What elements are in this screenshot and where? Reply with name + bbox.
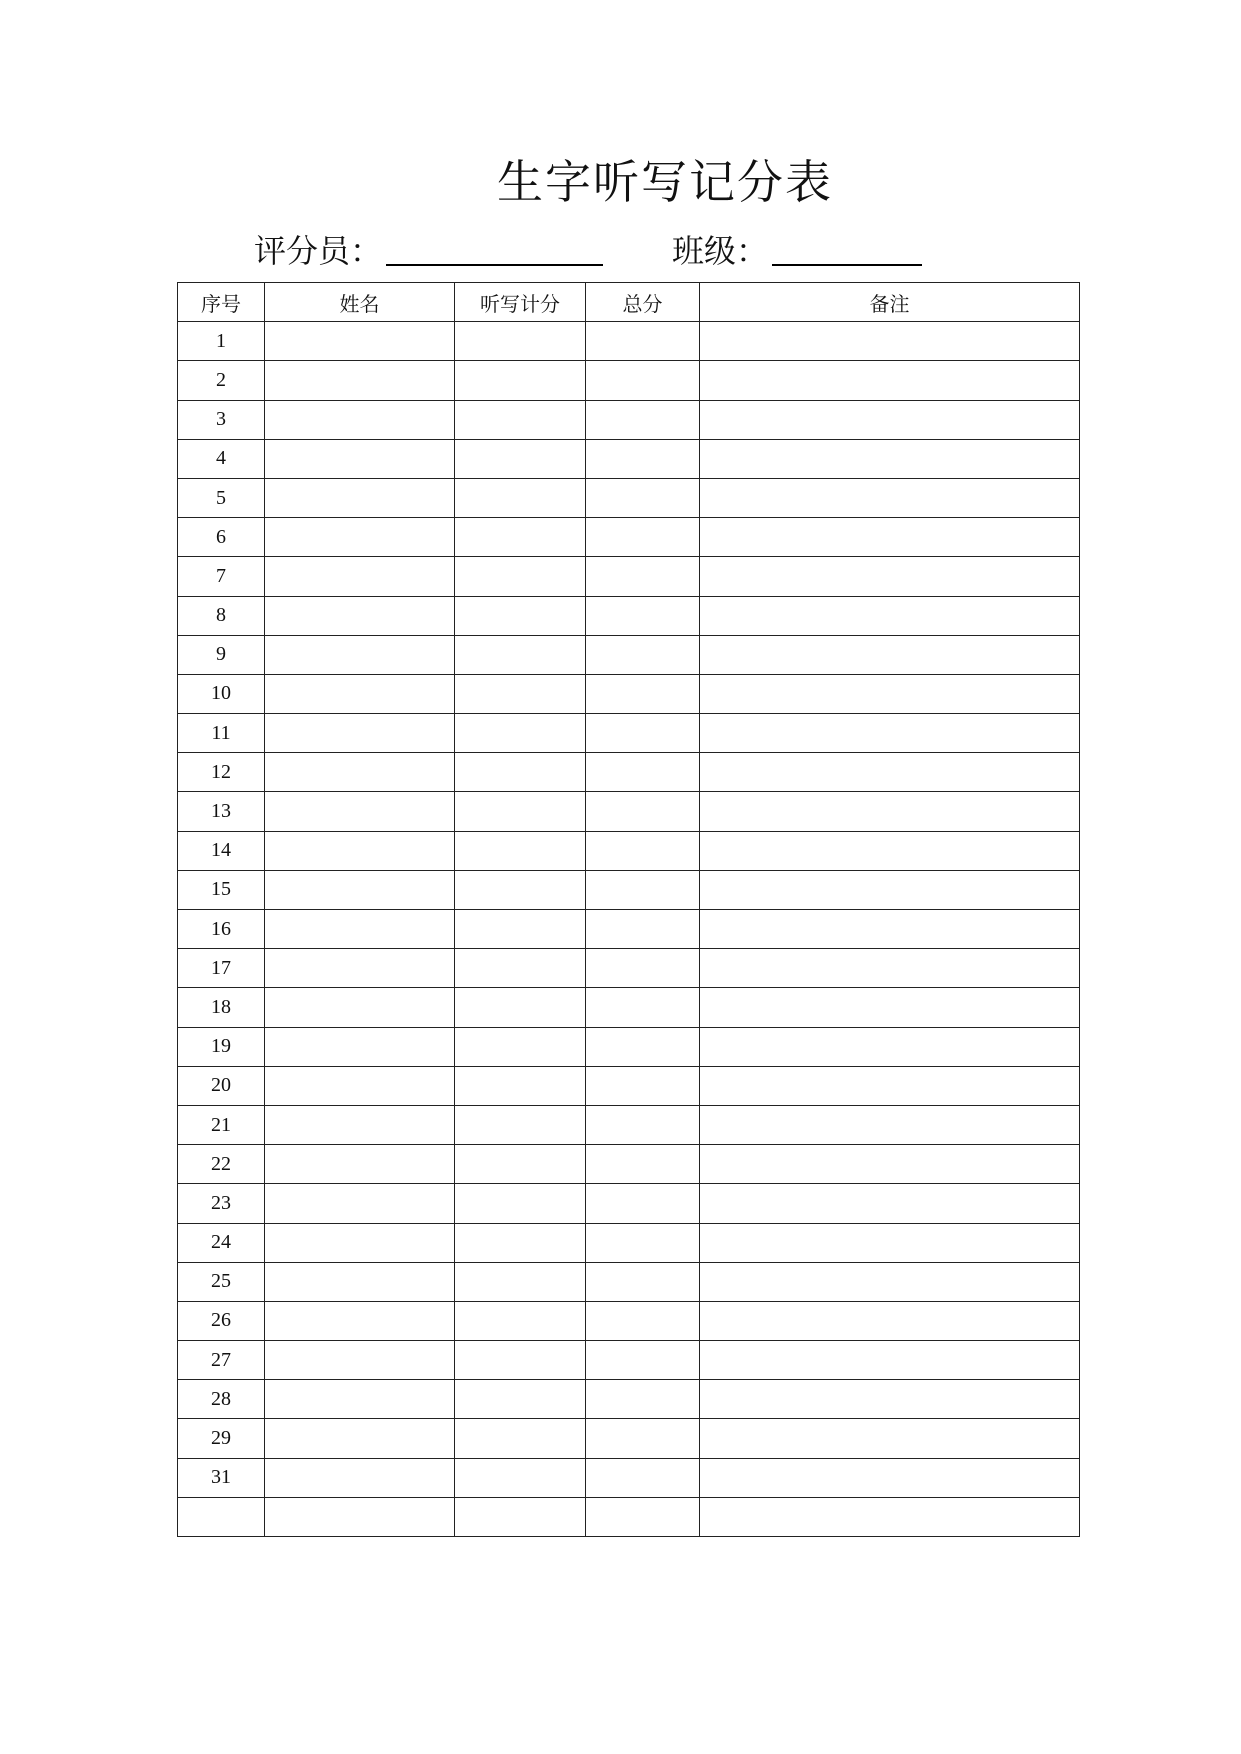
seq-cell: 18	[178, 988, 265, 1027]
name-cell[interactable]	[265, 753, 455, 792]
table-row	[178, 635, 1080, 674]
table-row	[178, 1262, 1080, 1301]
remarks-cell[interactable]	[700, 831, 1080, 870]
seq-cell: 17	[178, 949, 265, 988]
total-score-cell[interactable]	[586, 949, 700, 988]
name-cell[interactable]	[265, 1223, 455, 1262]
dictation-score-cell[interactable]	[455, 478, 586, 517]
table-row	[178, 792, 1080, 831]
table-row	[178, 400, 1080, 439]
dictation-score-cell[interactable]	[455, 1184, 586, 1223]
remarks-cell[interactable]	[700, 400, 1080, 439]
name-cell[interactable]	[265, 557, 455, 596]
seq-cell: 28	[178, 1380, 265, 1419]
name-cell[interactable]	[265, 518, 455, 557]
name-cell[interactable]	[265, 596, 455, 635]
total-score-cell[interactable]	[586, 439, 700, 478]
table-row	[178, 753, 1080, 792]
remarks-cell[interactable]	[700, 949, 1080, 988]
total-score-cell[interactable]	[586, 792, 700, 831]
name-cell[interactable]	[265, 1262, 455, 1301]
table-row	[178, 1419, 1080, 1458]
grader-field	[254, 226, 614, 276]
remarks-cell[interactable]	[700, 439, 1080, 478]
seq-cell: 26	[178, 1301, 265, 1340]
total-score-cell[interactable]	[586, 1262, 700, 1301]
name-cell[interactable]	[265, 910, 455, 949]
dictation-score-cell[interactable]	[455, 322, 586, 361]
seq-cell	[178, 1497, 265, 1536]
header-remarks: 备注	[700, 283, 1080, 322]
name-cell[interactable]	[265, 1184, 455, 1223]
seq-cell: 25	[178, 1262, 265, 1301]
total-score-cell[interactable]	[586, 557, 700, 596]
seq-cell: 9	[178, 635, 265, 674]
dictation-score-cell[interactable]	[455, 1027, 586, 1066]
table-row	[178, 1341, 1080, 1380]
seq-cell: 11	[178, 714, 265, 753]
table-row	[178, 557, 1080, 596]
table-row	[178, 1105, 1080, 1144]
name-cell[interactable]	[265, 1341, 455, 1380]
total-score-cell[interactable]	[586, 1497, 700, 1536]
header-name: 姓名	[265, 283, 455, 322]
dictation-score-cell[interactable]	[455, 1105, 586, 1144]
name-cell[interactable]	[265, 1419, 455, 1458]
total-score-cell[interactable]	[586, 635, 700, 674]
total-score-cell[interactable]	[586, 753, 700, 792]
remarks-cell[interactable]	[700, 1419, 1080, 1458]
remarks-cell[interactable]	[700, 1301, 1080, 1340]
table-row	[178, 949, 1080, 988]
dictation-score-cell[interactable]	[455, 1301, 586, 1340]
table-row	[178, 1458, 1080, 1497]
name-cell[interactable]	[265, 1027, 455, 1066]
seq-cell: 29	[178, 1419, 265, 1458]
remarks-cell[interactable]	[700, 1458, 1080, 1497]
name-cell[interactable]	[265, 361, 455, 400]
seq-cell: 20	[178, 1066, 265, 1105]
total-score-cell[interactable]	[586, 1027, 700, 1066]
remarks-cell[interactable]	[700, 557, 1080, 596]
table-body	[178, 322, 1080, 1537]
score-table	[177, 282, 1080, 1537]
seq-cell: 14	[178, 831, 265, 870]
seq-cell: 19	[178, 1027, 265, 1066]
name-cell[interactable]	[265, 322, 455, 361]
table-row	[178, 870, 1080, 909]
grader-label: 评分员：	[254, 232, 383, 270]
seq-cell: 16	[178, 910, 265, 949]
name-cell[interactable]	[265, 792, 455, 831]
grader-blank-line[interactable]	[386, 264, 603, 266]
name-cell[interactable]	[265, 1105, 455, 1144]
total-score-cell[interactable]	[586, 322, 700, 361]
table-row	[178, 1184, 1080, 1223]
table-row	[178, 1066, 1080, 1105]
name-cell[interactable]	[265, 635, 455, 674]
seq-cell: 8	[178, 596, 265, 635]
total-score-cell[interactable]	[586, 910, 700, 949]
table-row	[178, 988, 1080, 1027]
name-cell[interactable]	[265, 831, 455, 870]
name-cell[interactable]	[265, 1380, 455, 1419]
table-row	[178, 478, 1080, 517]
total-score-cell[interactable]	[586, 1419, 700, 1458]
class-blank-line[interactable]	[772, 264, 922, 266]
name-cell[interactable]	[265, 674, 455, 713]
remarks-cell[interactable]	[700, 674, 1080, 713]
seq-cell: 13	[178, 792, 265, 831]
remarks-cell[interactable]	[700, 1105, 1080, 1144]
dictation-score-cell[interactable]	[455, 596, 586, 635]
seq-cell: 10	[178, 674, 265, 713]
remarks-cell[interactable]	[700, 753, 1080, 792]
table-row	[178, 322, 1080, 361]
name-cell[interactable]	[265, 1458, 455, 1497]
name-cell[interactable]	[265, 988, 455, 1027]
remarks-cell[interactable]	[700, 1066, 1080, 1105]
table-row	[178, 910, 1080, 949]
total-score-cell[interactable]	[586, 1301, 700, 1340]
seq-cell: 1	[178, 322, 265, 361]
remarks-cell[interactable]	[700, 988, 1080, 1027]
dictation-score-cell[interactable]	[455, 361, 586, 400]
dictation-score-cell[interactable]	[455, 753, 586, 792]
table-row	[178, 1497, 1080, 1536]
table-row	[178, 1027, 1080, 1066]
header-seq: 序号	[178, 283, 265, 322]
seq-cell: 12	[178, 753, 265, 792]
table-row	[178, 714, 1080, 753]
total-score-cell[interactable]	[586, 1105, 700, 1144]
seq-cell: 7	[178, 557, 265, 596]
class-field	[672, 226, 932, 276]
name-cell[interactable]	[265, 1301, 455, 1340]
header-dictation-score: 听写计分	[455, 283, 586, 322]
seq-cell: 24	[178, 1223, 265, 1262]
seq-cell: 21	[178, 1105, 265, 1144]
total-score-cell[interactable]	[586, 1223, 700, 1262]
remarks-cell[interactable]	[700, 1223, 1080, 1262]
dictation-score-cell[interactable]	[455, 831, 586, 870]
remarks-cell[interactable]	[700, 322, 1080, 361]
remarks-cell[interactable]	[700, 1262, 1080, 1301]
table-row	[178, 439, 1080, 478]
dictation-score-cell[interactable]	[455, 635, 586, 674]
dictation-score-cell[interactable]	[455, 792, 586, 831]
dictation-score-cell[interactable]	[455, 1262, 586, 1301]
total-score-cell[interactable]	[586, 1145, 700, 1184]
total-score-cell[interactable]	[586, 988, 700, 1027]
seq-cell: 6	[178, 518, 265, 557]
seq-cell: 31	[178, 1458, 265, 1497]
table-row	[178, 1223, 1080, 1262]
total-score-cell[interactable]	[586, 361, 700, 400]
seq-cell: 5	[178, 478, 265, 517]
total-score-cell[interactable]	[586, 1380, 700, 1419]
remarks-cell[interactable]	[700, 1145, 1080, 1184]
remarks-cell[interactable]	[700, 478, 1080, 517]
total-score-cell[interactable]	[586, 1341, 700, 1380]
seq-cell: 3	[178, 400, 265, 439]
total-score-cell[interactable]	[586, 596, 700, 635]
total-score-cell[interactable]	[586, 1066, 700, 1105]
dictation-score-cell[interactable]	[455, 557, 586, 596]
table-row	[178, 596, 1080, 635]
class-label: 班级：	[672, 232, 769, 270]
remarks-cell[interactable]	[700, 1184, 1080, 1223]
table-row	[178, 674, 1080, 713]
table-row	[178, 361, 1080, 400]
page-title: 生字听写记分表	[497, 155, 833, 209]
header-total-score: 总分	[586, 283, 700, 322]
seq-cell: 23	[178, 1184, 265, 1223]
dictation-score-cell[interactable]	[455, 870, 586, 909]
total-score-cell[interactable]	[586, 1458, 700, 1497]
remarks-cell[interactable]	[700, 910, 1080, 949]
seq-cell: 2	[178, 361, 265, 400]
remarks-cell[interactable]	[700, 1341, 1080, 1380]
total-score-cell[interactable]	[586, 831, 700, 870]
total-score-cell[interactable]	[586, 674, 700, 713]
name-cell[interactable]	[265, 1145, 455, 1184]
dictation-score-cell[interactable]	[455, 518, 586, 557]
name-cell[interactable]	[265, 1066, 455, 1105]
name-cell[interactable]	[265, 949, 455, 988]
dictation-score-cell[interactable]	[455, 674, 586, 713]
table-row	[178, 1301, 1080, 1340]
remarks-cell[interactable]	[700, 361, 1080, 400]
total-score-cell[interactable]	[586, 714, 700, 753]
remarks-cell[interactable]	[700, 1380, 1080, 1419]
name-cell[interactable]	[265, 400, 455, 439]
dictation-score-cell[interactable]	[455, 988, 586, 1027]
dictation-score-cell[interactable]	[455, 1497, 586, 1536]
dictation-score-cell[interactable]	[455, 949, 586, 988]
table-row	[178, 831, 1080, 870]
name-cell[interactable]	[265, 439, 455, 478]
table-row	[178, 518, 1080, 557]
total-score-cell[interactable]	[586, 400, 700, 439]
dictation-score-cell[interactable]	[455, 714, 586, 753]
remarks-cell[interactable]	[700, 596, 1080, 635]
total-score-cell[interactable]	[586, 870, 700, 909]
remarks-cell[interactable]	[700, 1027, 1080, 1066]
name-cell[interactable]	[265, 478, 455, 517]
table-row	[178, 1380, 1080, 1419]
remarks-cell[interactable]	[700, 635, 1080, 674]
dictation-score-cell[interactable]	[455, 439, 586, 478]
seq-cell: 4	[178, 439, 265, 478]
table-row	[178, 1145, 1080, 1184]
remarks-cell[interactable]	[700, 714, 1080, 753]
dictation-score-cell[interactable]	[455, 1341, 586, 1380]
dictation-score-cell[interactable]	[455, 1066, 586, 1105]
remarks-cell[interactable]	[700, 870, 1080, 909]
total-score-cell[interactable]	[586, 1184, 700, 1223]
remarks-cell[interactable]	[700, 518, 1080, 557]
table-header-row	[178, 283, 1080, 322]
name-cell[interactable]	[265, 714, 455, 753]
seq-cell: 15	[178, 870, 265, 909]
seq-cell: 27	[178, 1341, 265, 1380]
name-cell[interactable]	[265, 870, 455, 909]
name-cell[interactable]	[265, 1497, 455, 1536]
dictation-score-cell[interactable]	[455, 400, 586, 439]
seq-cell: 22	[178, 1145, 265, 1184]
total-score-cell[interactable]	[586, 518, 700, 557]
dictation-score-cell[interactable]	[455, 1223, 586, 1262]
remarks-cell[interactable]	[700, 1497, 1080, 1536]
dictation-score-cell[interactable]	[455, 1145, 586, 1184]
remarks-cell[interactable]	[700, 792, 1080, 831]
dictation-score-cell[interactable]	[455, 1380, 586, 1419]
dictation-score-cell[interactable]	[455, 910, 586, 949]
dictation-score-cell[interactable]	[455, 1458, 586, 1497]
dictation-score-cell[interactable]	[455, 1419, 586, 1458]
total-score-cell[interactable]	[586, 478, 700, 517]
